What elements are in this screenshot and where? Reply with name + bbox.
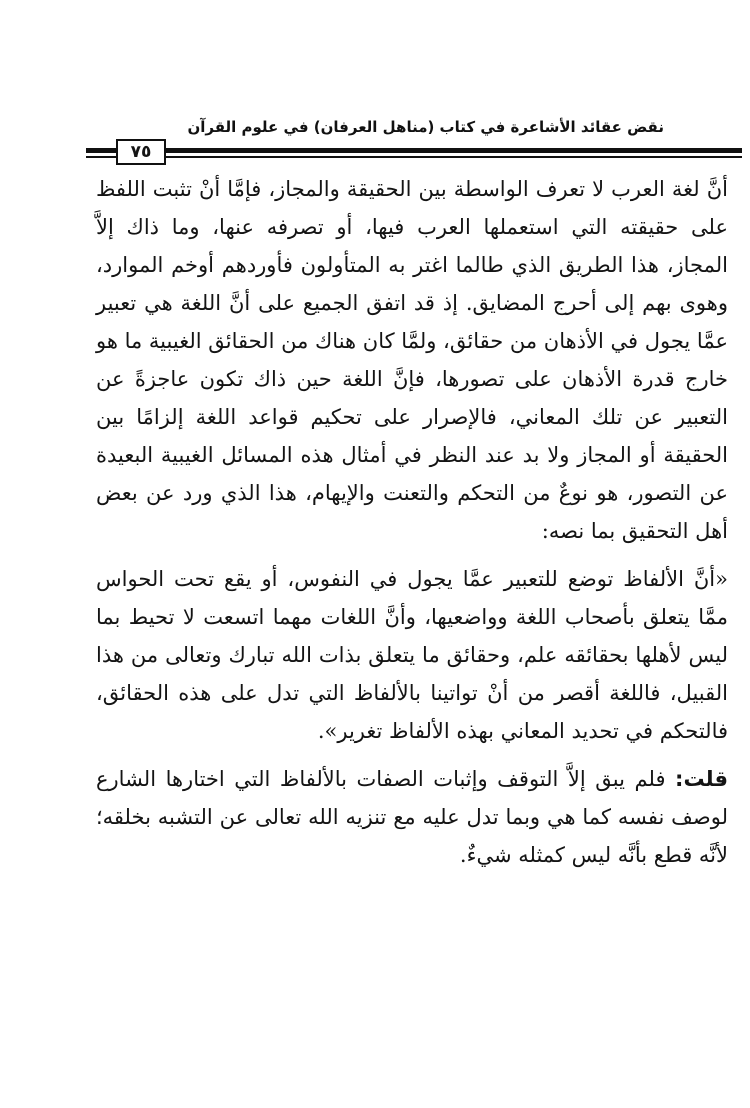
qult-label: قلت: [675,767,728,791]
running-header-title: نقض عقائد الأشاعرة في كتاب (مناهل العرفان) في علوم القرآن [187,118,664,136]
paragraph-qult [96,760,728,874]
page-number: ٧٥ [116,139,166,165]
paragraph-1: أنَّ لغة العرب لا تعرف الواسطة بين الحقيقة والمجاز، فإمَّا أنْ تثبت اللفظ على حقيقته التي استعملها العرب فيها، أو تصرفه عنها، وما ذاك إلاَّ المجاز، هذا الطريق الذي طالما اغتر به المتأولون فأوردهم أوخم الموارد، وهوى بهم إلى أحرج المضايق. إذ قد اتفق الجميع على أنَّ اللغة هي تعبير عمَّا يجول في الأذهان من حقائق، ولمَّا كان هناك من الحقائق الغيبية ما هو خارج قدرة الأذهان على تصورها، فإنَّ اللغة حين ذاك تكون عاجزةً عن التعبير عن تلك المعاني، فالإصرار على تحكيم قواعد اللغة إلزامًا بين الحقيقة أو المجاز ولا بد عند النظر في أمثال هذه المسائل الغيبية البعيدة عن التصور، هو نوعٌ من التحكم والتعنت والإيهام، هذا الذي ورد عن بعض أهل التحقيق بما نصه: [96,177,728,543]
quoted-paragraph: «أنَّ الألفاظ توضع للتعبير عمَّا يجول في النفوس، أو يقع تحت الحواس ممَّا يتعلق بأصحاب اللغة وواضعيها، وأنَّ اللغات مهما اتسعت لا تحيط بما ليس لأهلها بحقائقه علم، وحقائق ما يتعلق بذات الله تبارك وتعالى من هذا القبيل، فاللغة أقصر من أنْ تواتينا بالألفاظ التي تدل على هذه الحقائق، فالتحكم في تحديد المعاني بهذه الألفاظ تغرير». [96,567,728,743]
header-rule-thick [86,148,742,153]
qult-text: فلم يبق إلاَّ التوقف وإثبات الصفات بالألفاظ التي اختارها الشارع لوصف نفسه كما هي وبما تدل عليه مع تنزيه الله تعالى عن التشبه بخلقه؛ لأنَّه قطع بأنَّه ليس كمثله شيءٌ. [96,767,728,867]
header-rule-thin [86,156,742,158]
body-text [96,170,728,874]
